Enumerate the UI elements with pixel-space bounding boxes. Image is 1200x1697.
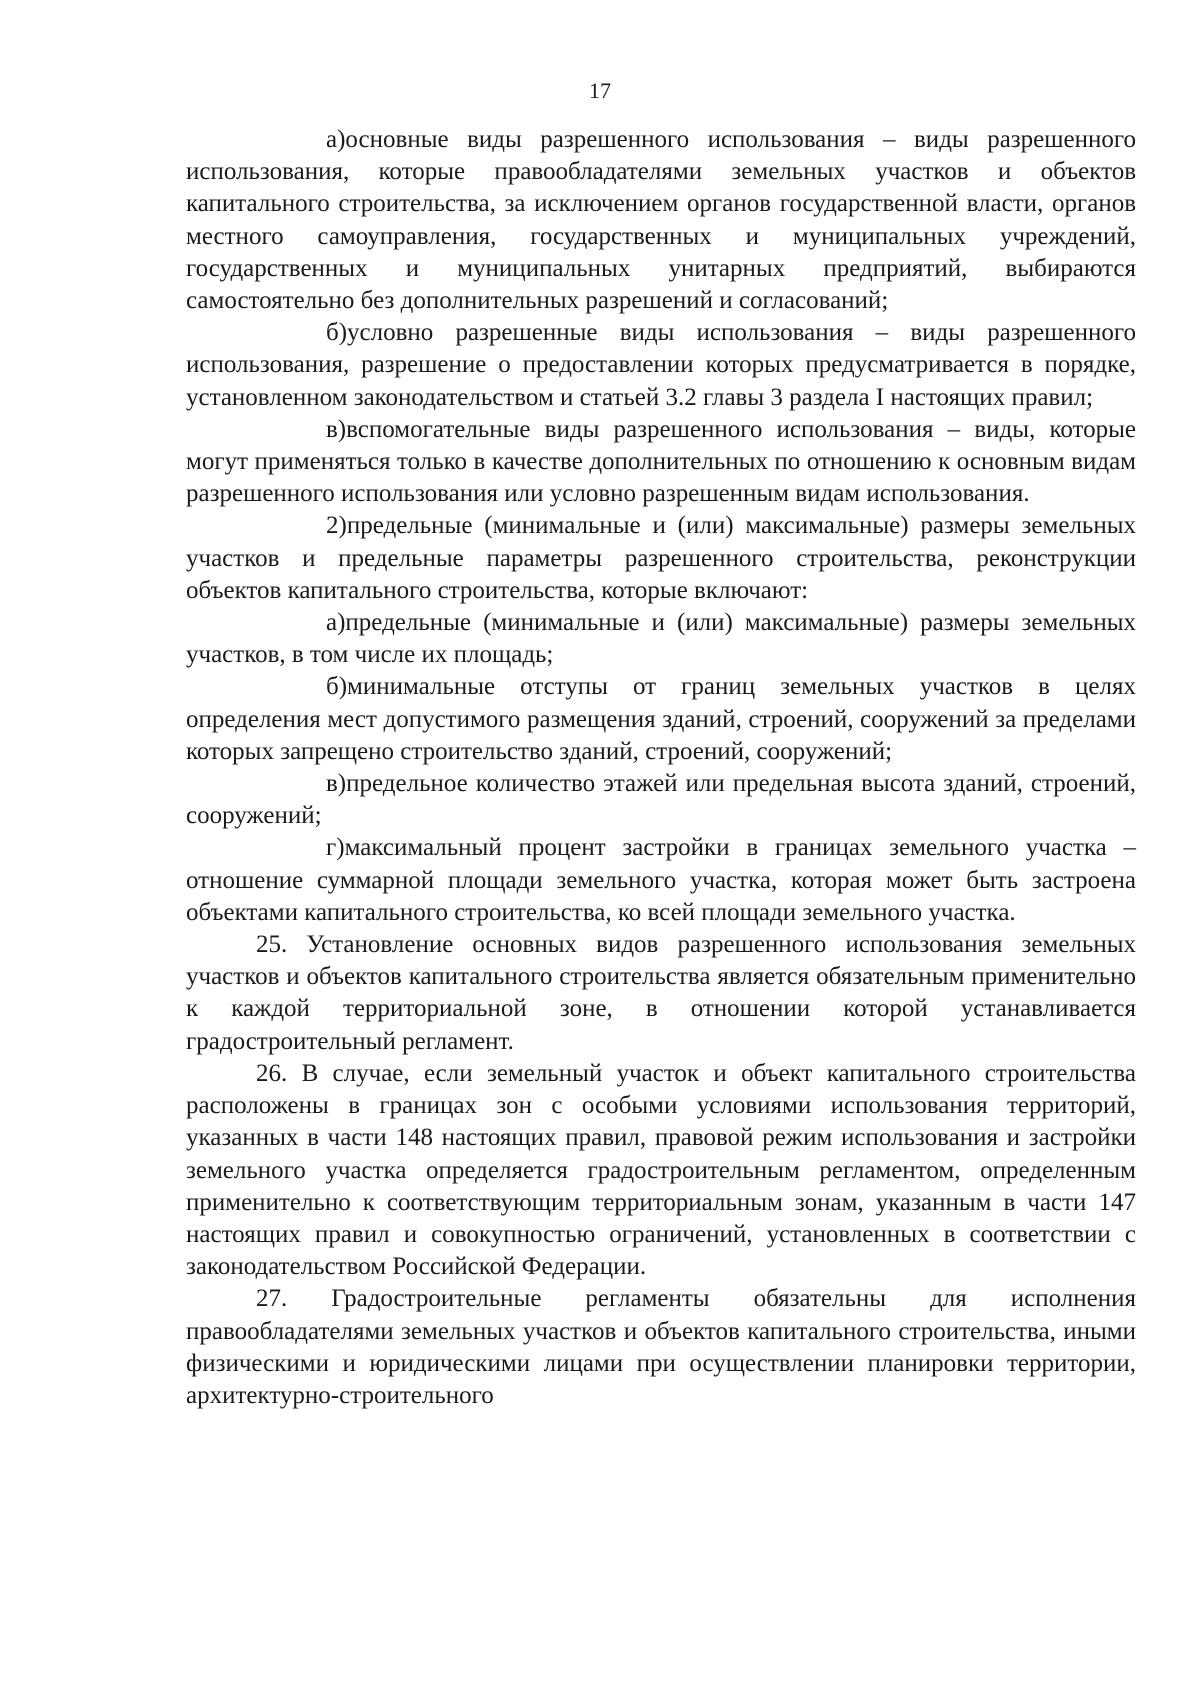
list-marker: в): [326, 770, 347, 798]
list-marker: в): [326, 415, 347, 443]
paragraph-text: 26. В случае, если земельный участок и объект капитального строительства расположены в границах зон с особыми условиями использования территорий, указанных в части 148 настоящих правил, правовой режим использования и застройки земельного участка определяется градостроительным регламентом, определенным применительно к соответствующим территориальным зонам, указанным в части 147 настоящих правил и совокупностью ограничений, установленных в соответствии с законодательством Российской Федерации.: [186, 1059, 1136, 1281]
paragraph-text: основные виды разрешенного использования – виды разрешенного использования, которые правообладателями земельных участков и объектов капитального строительства, за исключением органов государственной власти, органов местного самоуправления, государственных и муниципальных учреждений, государственных и муниципальных унитарных предприятий, выбираются самостоятельно без дополнительных разрешений и согласований;: [186, 126, 1136, 315]
list-marker: 2): [326, 512, 347, 540]
paragraph-text: минимальные отступы от границ земельных участков в целях определения мест допустимого размещения зданий, строений, сооружений за пределами которых запрещено строительство зданий, строений, сооружений;: [186, 673, 1136, 765]
paragraph-text: 25. Установление основных видов разрешенного использования земельных участков и объектов капитального строительства является обязательным применительно к каждой территориальной зоне, в отношении которой устанавливается градостроительный регламент.: [186, 931, 1136, 1055]
paragraph-2a: [186, 607, 1136, 671]
document-body: [186, 124, 1136, 1412]
paragraph-26: [186, 1058, 1136, 1283]
list-marker: б): [326, 319, 348, 347]
paragraph-1a: [186, 124, 1136, 317]
list-marker: г): [326, 834, 345, 862]
paragraph-text: 27. Градостроительные регламенты обязательны для исполнения правообладателями земельных участков и объектов капитального строительства, иными физическими и юридическими лицами при осуществлении планировки территории, архитектурно-строительного: [186, 1285, 1136, 1409]
page-number: 17: [589, 78, 611, 103]
paragraph-25: [186, 929, 1136, 1058]
paragraph-text: предельные (минимальные и (или) максимальные) размеры земельных участков и предельные параметры разрешенного строительства, реконструкции объектов капитального строительства, которые включают:: [186, 512, 1136, 604]
paragraph-2: [186, 510, 1136, 607]
list-marker: а): [326, 126, 346, 153]
paragraph-27: [186, 1283, 1136, 1412]
paragraph-2g: [186, 832, 1136, 929]
list-marker: б): [326, 673, 348, 701]
paragraph-text: предельное количество этажей или предельная высота зданий, строений, сооружений;: [186, 770, 1136, 830]
paragraph-text: условно разрешенные виды использования – виды разрешенного использования, разрешение о предоставлении которых предусматривается в порядке, установленном законодательством и статьей 3.2 главы 3 раздела I настоящих правил;: [186, 319, 1136, 411]
paragraph-2b: [186, 671, 1136, 768]
paragraph-1b: [186, 317, 1136, 414]
paragraph-2v: [186, 768, 1136, 832]
paragraph-text: максимальный процент застройки в границах земельного участка – отношение суммарной площади земельного участка, которая может быть застроена объектами капитального строительства, ко всей площади земельного участка.: [186, 834, 1136, 926]
paragraph-text: предельные (минимальные и (или) максимальные) размеры земельных участков, в том числе их площадь;: [186, 609, 1136, 669]
paragraph-text: вспомогательные виды разрешенного использования – виды, которые могут применяться только в качестве дополнительных по отношению к основным видам разрешенного использования или условно разрешенным видам использования.: [186, 415, 1136, 508]
paragraph-1v: [186, 414, 1136, 511]
list-marker: а): [326, 609, 346, 637]
